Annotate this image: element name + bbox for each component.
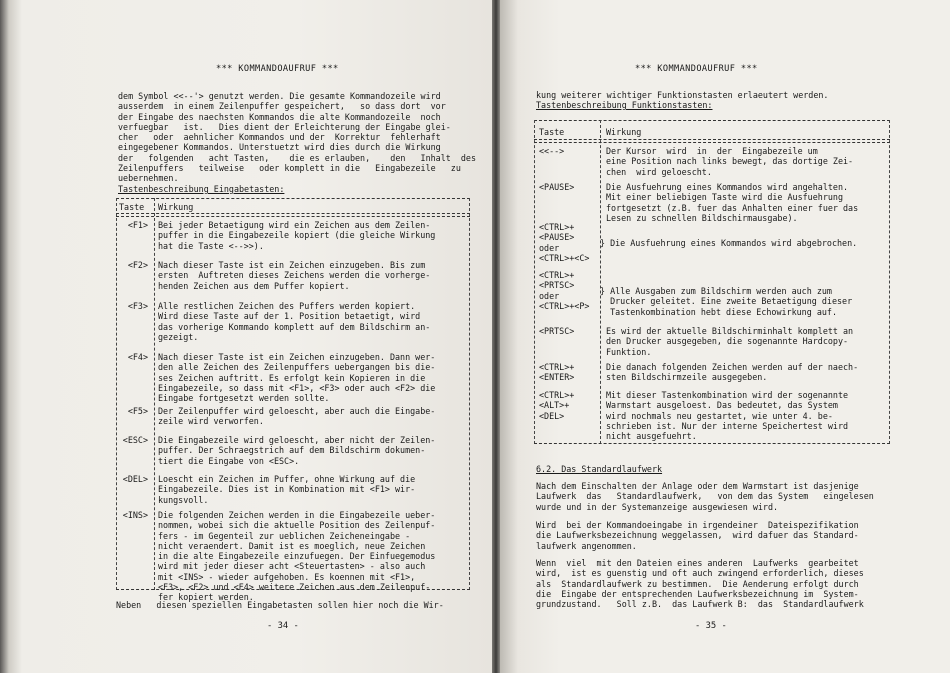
table-left-rule (534, 120, 535, 444)
table-row-key: <CTRL>+ <ENTER> (539, 362, 575, 383)
left-page-number: - 34 - (267, 621, 299, 631)
table-row-key: <F4> (127, 352, 148, 362)
table-left-rule (116, 198, 117, 590)
table-right-rule (469, 198, 470, 590)
table-row-effect: Die danach folgenden Zeichen werden auf der naech- sten Bildschirmzeile ausgegeben. (606, 362, 859, 383)
right-running-header: *** KOMMANDOAUFRUF *** (635, 64, 758, 74)
table-row-effect: } Die Ausfuehrung eines Kommandos wird abgebrochen. (600, 238, 858, 248)
left-intro-paragraph: dem Symbol <<--'> genutzt werden. Die gesamte Kommandozeile wird ausserdem in einem Zeilenpuffer gespeichert, so dass dort vor der Eingabe des naechsten Kommandos die alte Kommandozeile noch verfuegbar ist. Dies dient der Erleichterung der Eingabe glei- cher oder aehnlicher Kommandos und der Korrektur fehlerhaft eingegebener Kommandos. Unterstuetzt wird dies durch die Wirkung der folgenden acht Tasten, die es erlauben, den Inhalt des Zeilenpuffers teilweise oder komplett in die Eingabezeile zu uebernehmen. (118, 91, 476, 184)
table-row-key: <<--> (539, 146, 565, 156)
right-table-subheading: Tastenbeschreibung Funktionstasten: (536, 100, 713, 110)
table-head-key: Taste (119, 202, 145, 212)
section-heading: 6.2. Das Standardlaufwerk (536, 464, 663, 474)
left-table-subheading: Tastenbeschreibung Eingabetasten: (118, 184, 285, 194)
table-row-effect: Loescht ein Zeichen im Puffer, ohne Wirkung auf die Eingabezeile. Dies ist in Kombination mit <F1> wir- kungsvoll. (158, 474, 416, 505)
table-head-rule (534, 139, 890, 143)
table-row-key: <PAUSE> (539, 182, 575, 192)
table-row-effect: Mit dieser Tastenkombination wird der sogenannte Warmstart ausgeloest. Das bedeutet, das System wird nochmals neu gestartet, wie unter 4. be- schrieben ist. Nur der interne Speichertest wird nicht ausgefuehrt. (606, 390, 849, 442)
table-row-key: <F2> (127, 260, 148, 270)
right-page-number: - 35 - (695, 621, 727, 631)
table-row-effect: Nach dieser Taste ist ein Zeichen einzugeben. Dann wer- den alle Zeichen des Zeilenpuffers uebergangen bis die- ses Zeichen auftritt. Es erfolgt kein Kopieren in die Eingabezeile, so dass mit <F1>, <F3> oder auch <F2> die Eingabe fortgesetzt werden sollte. (158, 352, 436, 404)
table-row-effect: Der Kursor wird in der Eingabezeile um eine Position nach links bewegt, das dortige Zei- chen wird geloescht. (606, 146, 854, 177)
table-row-effect: Die Eingabezeile wird geloescht, aber nicht der Zeilen- puffer. Der Schraegstrich auf dem Bildschirm dokumen- tiert die Eingabe von <ESC>. (158, 435, 436, 466)
table-row-effect: Nach dieser Taste ist ein Zeichen einzugeben. Bis zum ersten Auftreten dieses Zeichens werden die vorherge- henden Zeichen aus dem Puffer kopiert. (158, 260, 431, 291)
table-row-effect: Bei jeder Betaetigung wird ein Zeichen aus dem Zeilen- puffer in die Eingabezeile kopiert (die gleiche Wirkung hat die Taste <-->>). (158, 220, 436, 251)
function-keys-table (534, 120, 890, 444)
table-row-key: <F5> (127, 406, 148, 416)
table-head-key: Taste (539, 127, 565, 137)
table-row-key: <F1> (127, 220, 148, 230)
table-column-divider (600, 120, 601, 444)
table-head-effect: Wirkung (158, 202, 194, 212)
table-row-key: <CTRL>+ <PAUSE> oder <CTRL>+<C> (539, 222, 590, 263)
table-row-effect: Alle restlichen Zeichen des Puffers werden kopiert. Wird diese Taste auf der 1. Position betaetigt, wird das vorherige Kommando komplett auf dem Bildschirm an- gezeigt. (158, 301, 431, 342)
left-running-header: *** KOMMANDOAUFRUF *** (216, 64, 339, 74)
table-row-effect: Die folgenden Zeichen werden in die Eingabezeile ueber- nommen, wobei sich die aktuelle Position des Zeilenpuf- fers - im Gegenteil zur ueblichen Zeicheneingabe - nicht veraendert. Damit ist es moeglich, neue Zeichen in die alte Eingabezeile einzufuegen. Der Einfuegemodus wird mit jeder dieser acht <Steuertasten> - also auch mit <INS> - wieder aufgehoben. Es koennen mit <F1>, <F3>, <F2> und <F4> weitere Zeichen aus dem Zeilenpuf- fer kopiert werden. (158, 510, 436, 603)
table-row-effect: Der Zeilenpuffer wird geloescht, aber auch die Eingabe- zeile wird verworfen. (158, 406, 436, 427)
left-closing-line: Neben diesen speziellen Eingabetasten sollen hier noch die Wir- (116, 600, 444, 610)
table-right-rule (889, 120, 890, 444)
table-row-effect: Die Ausfuehrung eines Kommandos wird angehalten. Mit einer beliebigen Taste wird die Ausfuehrung fortgesetzt (z.B. fuer das Anhalten einer fuer das Lesen zu schnellen Bildschirmausgabe). (606, 182, 859, 223)
table-row-key: <PRTSC> (539, 326, 575, 336)
table-bottom-rule (534, 443, 890, 444)
table-column-divider (154, 198, 155, 590)
table-head-rule (116, 213, 470, 217)
paragraph: Nach dem Einschalten der Anlage oder dem Warmstart ist dasjenige Laufwerk das Standardlaufwerk, von dem das System eingelesen wurde und in der Systemanzeige ausgewiesen wird. (536, 481, 874, 512)
table-row-effect: } Alle Ausgaben zum Bildschirm werden auch zum Drucker geleitet. Eine zweite Betaetigung dieser Tastenkombination hebt diese Echowirkung auf. (600, 286, 853, 317)
table-head-effect: Wirkung (606, 127, 642, 137)
paragraph: Wenn viel mit den Dateien eines anderen Laufwerks gearbeitet wird, ist es guenstig und oft auch zwingend erforderlich, dieses als Standardlaufwerk zu bestimmen. Die Aenderung erfolgt durch die Eingabe der entsprechenden Laufwerksbezeichnung im System- grundzustand. Soll z.B. das Laufwerk B: das Standardlaufwerk (536, 558, 864, 610)
table-bottom-rule (116, 589, 470, 590)
table-row-key: <F3> (127, 301, 148, 311)
table-row-key: <CTRL>+ <ALT>+ <DEL> (539, 390, 575, 421)
right-intro-line: kung weiterer wichtiger Funktionstasten erlaeutert werden. (536, 90, 829, 100)
input-keys-table (116, 198, 470, 603)
table-row-effect: Es wird der aktuelle Bildschirminhalt komplett an den Drucker ausgegeben, die sogenannte Hardcopy- Funktion. (606, 326, 854, 357)
paragraph: Wird bei der Kommandoeingabe in irgendeiner Dateispezifikation die Laufwerksbezeichnung weggelassen, wird dafuer das Standard- laufwerk angenommen. (536, 520, 859, 551)
table-top-rule (116, 198, 470, 199)
table-row-key: <DEL> (122, 474, 148, 484)
table-row-key: <INS> (122, 510, 148, 520)
table-top-rule (534, 120, 890, 121)
table-row-key: <ESC> (122, 435, 148, 445)
right-page (500, 0, 950, 673)
book-spine (492, 0, 500, 673)
table-row-key: <CTRL>+ <PRTSC> oder <CTRL>+<P> (539, 270, 590, 311)
